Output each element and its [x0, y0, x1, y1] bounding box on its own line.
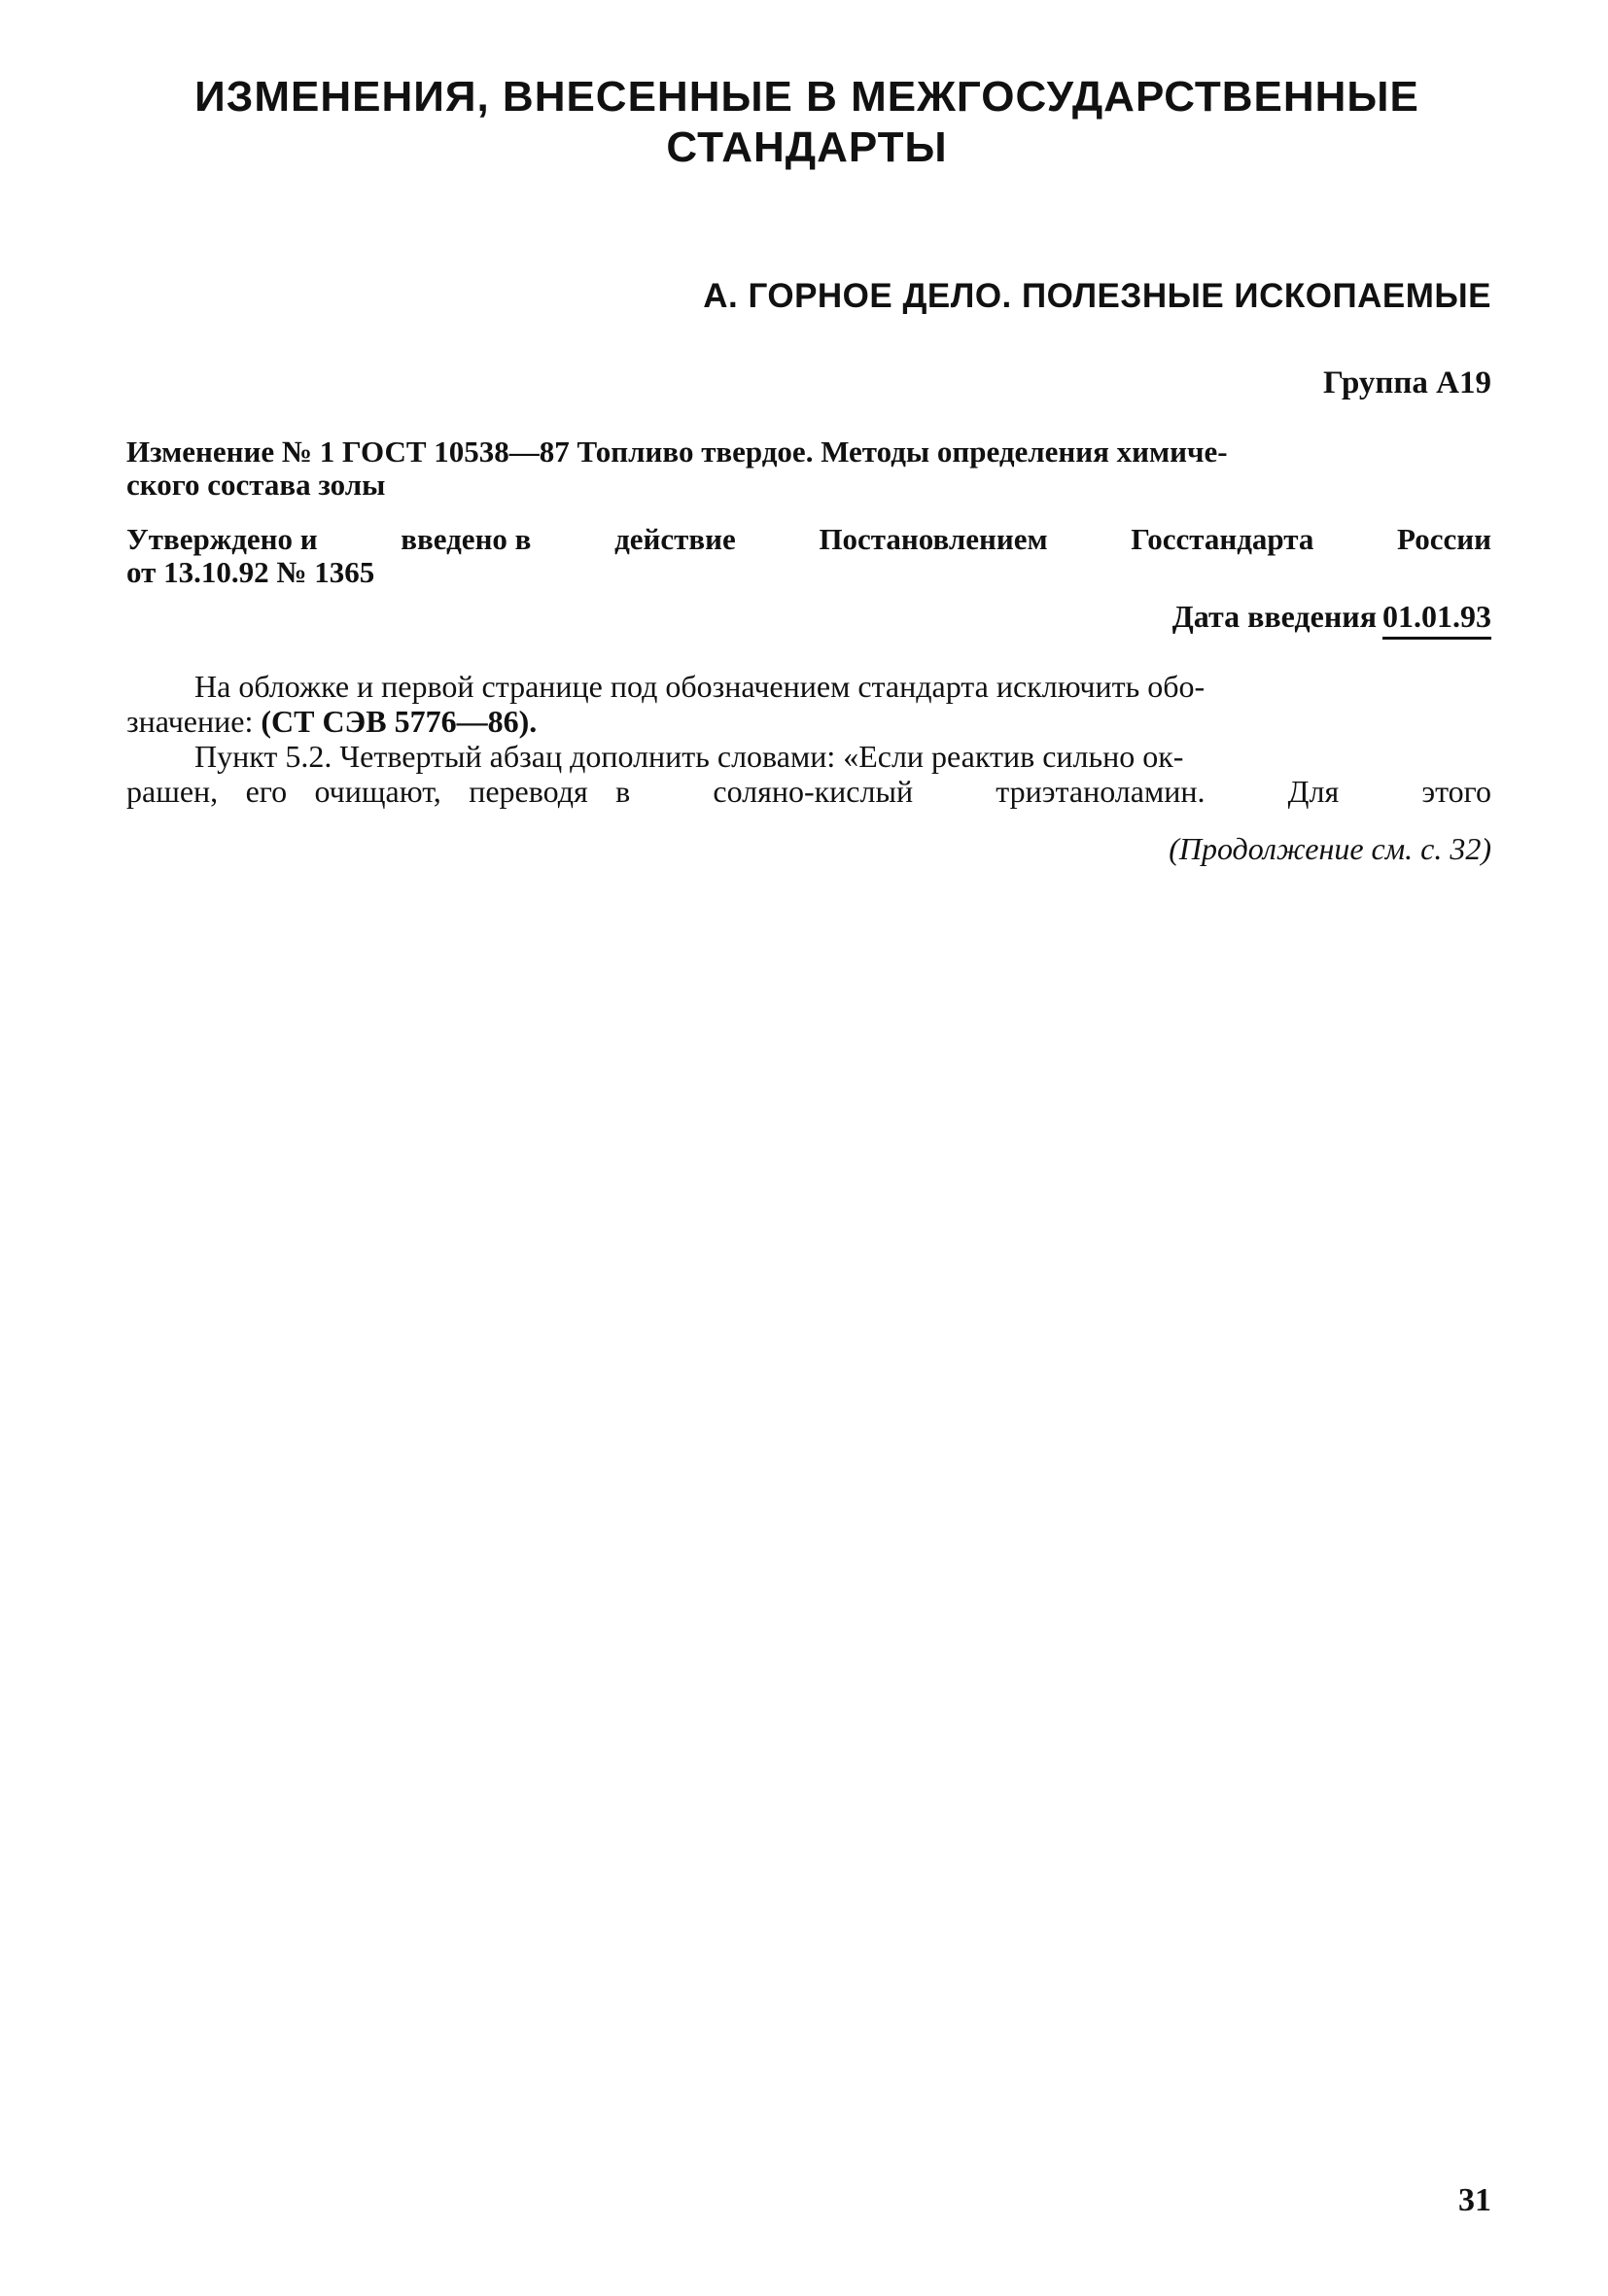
approval-word-3: действие — [614, 522, 736, 556]
effective-date-label: Дата введения — [1171, 599, 1377, 634]
effective-date-value: 01.01.93 — [1382, 597, 1491, 640]
group-label: Группа А19 — [1323, 365, 1491, 400]
change-heading-line-1: Изменение № 1 ГОСТ 10538—87 Топливо твердое. Методы определения химиче- — [126, 435, 1228, 469]
continuation-note: (Продолжение см. с. 32) — [1169, 831, 1491, 866]
body-paragraph-2 — [126, 739, 1491, 809]
approval-word-1: Утверждено и — [126, 522, 318, 556]
approval-word-5: Госстандарта — [1131, 522, 1314, 556]
body-paragraph-1 — [126, 669, 1491, 739]
page-title — [126, 72, 1487, 173]
approval-line-2: от 13.10.92 № 1365 — [126, 555, 375, 589]
body-paragraph-1-text: значение: — [126, 704, 262, 739]
effective-date — [1172, 597, 1491, 640]
body-paragraph-1-line-1: На обложке и первой странице под обозначением стандарта исключить обо- — [194, 669, 1206, 704]
body-paragraph-2-line-1: Пункт 5.2. Четвертый абзац дополнить словами: «Если реактив сильно ок- — [194, 739, 1184, 774]
body-paragraph-1-line-2 — [126, 704, 1491, 739]
page-title-line-2: СТАНДАРТЫ — [666, 123, 948, 171]
page-title-line-1: ИЗМЕНЕНИЯ, ВНЕСЕННЫЕ В МЕЖГОСУДАРСТВЕННЫЕ — [194, 73, 1419, 121]
change-heading-line-2: ского состава золы — [126, 468, 386, 502]
body-paragraph-2-line-2: рашен, его очищают, переводя в соляно-кислый триэтаноламин. Для этого — [126, 774, 1491, 809]
approval-line-1 — [126, 523, 1491, 556]
cancelled-designation: (СТ СЭВ 5776—86). — [261, 704, 538, 739]
approval-word-2: введено в — [401, 522, 532, 556]
approval-word-6: России — [1397, 522, 1491, 556]
change-heading — [126, 435, 1491, 502]
section-title: А. ГОРНОЕ ДЕЛО. ПОЛЕЗНЫЕ ИСКОПАЕМЫЕ — [703, 277, 1491, 315]
page-number: 31 — [1458, 2182, 1491, 2218]
approval-word-4: Постановлением — [819, 522, 1048, 556]
approval-statement — [126, 523, 1491, 589]
